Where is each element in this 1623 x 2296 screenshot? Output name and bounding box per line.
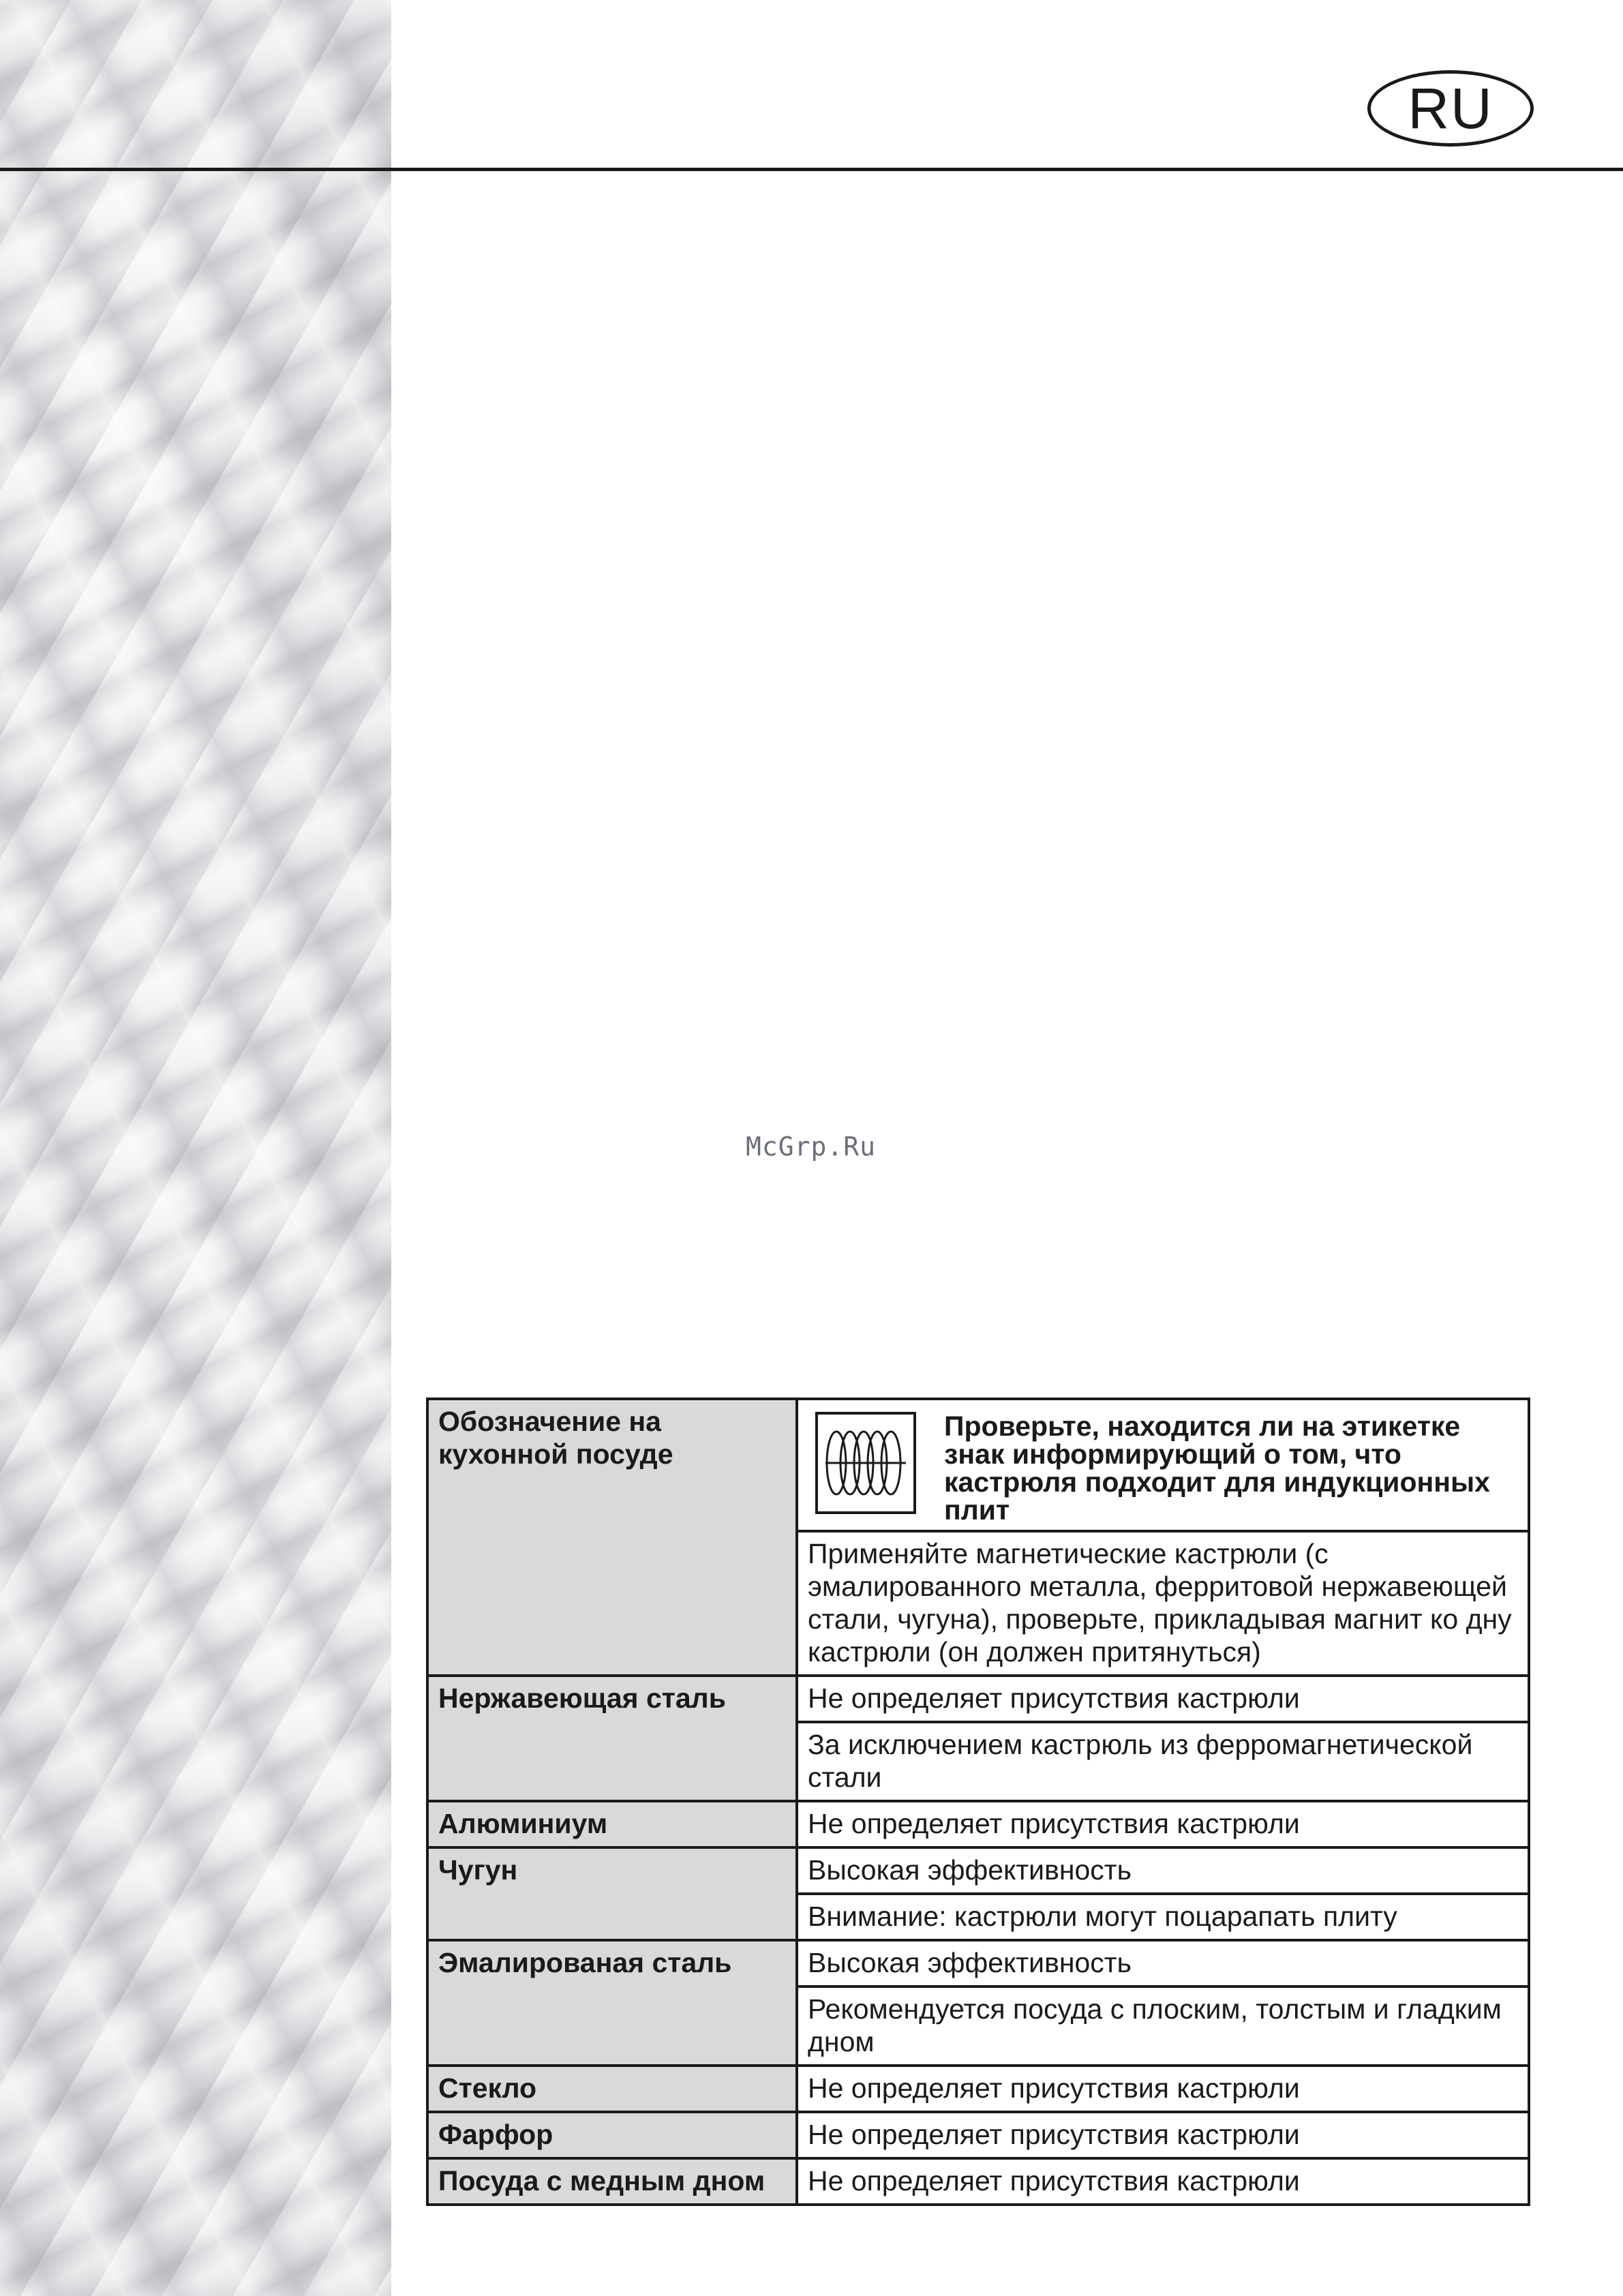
table-row: [427, 1399, 1529, 1531]
note-cell: Не определяет присутствия кастрюли: [797, 1801, 1529, 1847]
symbol-note-cell: [797, 1399, 1529, 1531]
symbol-note-text: Проверьте, находится ли на этикетке знак информирующий о том, что кастрюля подходит для индукционных плит: [944, 1410, 1490, 1526]
note-cell: Рекомендуется посуда с плоским, толстым и гладким дном: [797, 1987, 1529, 2066]
note-cell: За исключением кастрюль из ферромагнетической стали: [797, 1722, 1529, 1801]
note-cell: Не определяет присутствия кастрюли: [797, 2112, 1529, 2158]
language-badge: RU: [1367, 70, 1534, 147]
note-cell: Не определяет присутствия кастрюли: [797, 2066, 1529, 2112]
note-cell: Высокая эффективность: [797, 1940, 1529, 1987]
material-cell: Посуда с медным дном: [427, 2158, 797, 2205]
table-row: [427, 2066, 1529, 2112]
cookware-table: [426, 1398, 1530, 2206]
marble-sidebar-decoration: [0, 0, 391, 2296]
note-cell: Не определяет присутствия кастрюли: [797, 1676, 1529, 1722]
material-cell: Эмалированая сталь: [427, 1940, 797, 2066]
material-cell: Чугун: [427, 1847, 797, 1940]
table-row: [427, 1801, 1529, 1847]
note-cell: Не определяет присутствия кастрюли: [797, 2158, 1529, 2205]
header-rule: [0, 168, 1623, 171]
note-cell: Высокая эффективность: [797, 1847, 1529, 1894]
material-cell: Обозначение на кухонной посуде: [427, 1399, 797, 1676]
table-row: [427, 1940, 1529, 1987]
material-cell: Фарфор: [427, 2112, 797, 2158]
table-row: [427, 1676, 1529, 1722]
note-cell: Применяйте магнетические кастрюли (с эмалированного металла, ферритовой нержавеющей стали, чугуна), проверьте, прикладывая магнит ко дну кастрюли (он должен притянуться): [797, 1531, 1529, 1676]
material-cell: Алюминиум: [427, 1801, 797, 1847]
table-row: [427, 1847, 1529, 1894]
table-row: [427, 2112, 1529, 2158]
induction-coil-icon: [815, 1411, 917, 1515]
table-row: [427, 2158, 1529, 2205]
watermark: McGrp.Ru: [746, 1132, 877, 1162]
note-cell: Внимание: кастрюли могут поцарапать плиту: [797, 1894, 1529, 1940]
material-cell: Стекло: [427, 2066, 797, 2112]
material-cell: Нержавеющая сталь: [427, 1676, 797, 1801]
